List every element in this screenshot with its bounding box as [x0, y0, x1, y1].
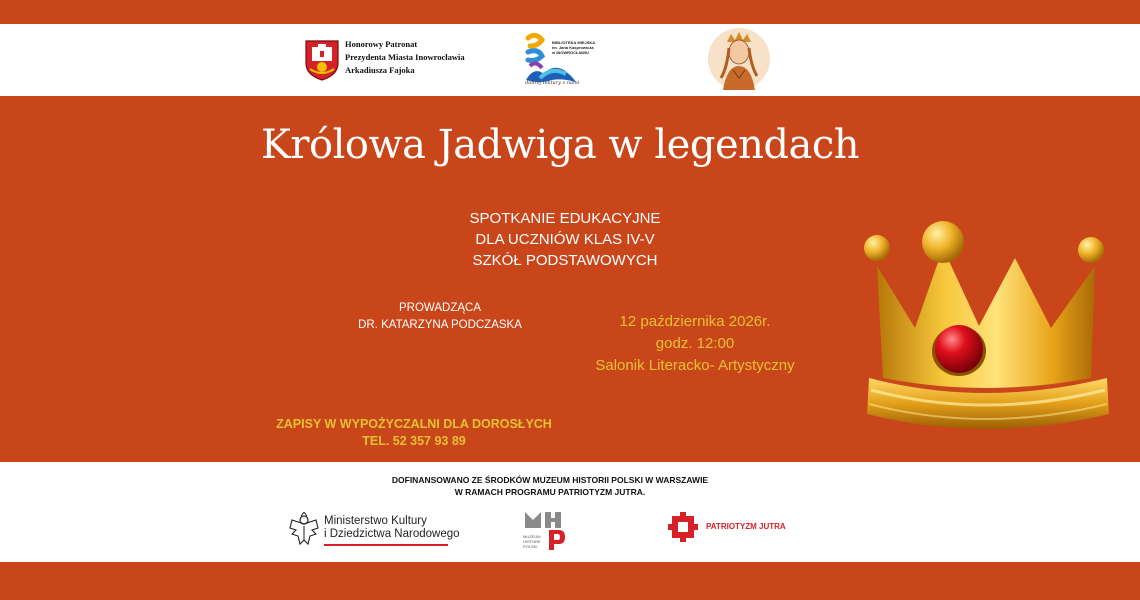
inowroclaw-coat-of-arms-icon — [304, 39, 340, 81]
funding-line-2: W RAMACH PROGRAMU PATRIOTYZM JUTRA. — [454, 487, 646, 497]
polish-eagle-icon — [288, 512, 320, 548]
ministry-name — [324, 515, 460, 541]
patron-text — [345, 38, 465, 77]
library-name-line-2: im. Jana Kasprowicza — [552, 45, 594, 50]
mhp-line-2: HISTORII — [523, 539, 541, 544]
event-title: Królowa Jadwiga w legendach — [260, 122, 860, 168]
library-script: dobrej lektury z nami — [525, 80, 580, 86]
mhp-text — [523, 534, 541, 549]
top-band — [0, 0, 1140, 24]
signup-info — [254, 416, 574, 450]
subtitle-line-1: SPOTKANIE EDUKACYJNE — [469, 210, 661, 227]
mhp-line-3: POLSKI — [523, 544, 538, 549]
ministry-underline — [324, 544, 448, 546]
golden-crown-icon — [855, 218, 1127, 448]
library-name — [552, 40, 598, 55]
funding-line-1: DOFINANSOWANO ZE ŚRODKÓW MUZEUM HISTORII POLSKI W WARSZAWIE — [391, 475, 709, 485]
queen-jadwiga-logo-icon — [707, 26, 771, 92]
library-name-line-1: BIBLIOTEKA MIEJSKA — [552, 40, 596, 45]
patron-line-2: Prezydenta Miasta Inowrocławia — [345, 52, 465, 62]
patriotyzm-jutra-label: PATRIOTYZM JUTRA — [706, 522, 786, 531]
event-subtitle — [430, 208, 700, 271]
subtitle-line-2: DLA UCZNIÓW KLAS IV-V — [475, 231, 655, 248]
signup-line: ZAPISY W WYPOŻYCZALNI DLA DOROSŁYCH — [276, 417, 552, 431]
patriotyzm-jutra-logo-icon — [668, 512, 698, 542]
patron-line-1: Honorowy Patronat — [345, 39, 418, 49]
event-details — [560, 311, 830, 377]
phone-line: TEL. 52 357 93 89 — [362, 434, 466, 448]
patron-line-3: Arkadiusza Fajoka — [345, 65, 415, 75]
library-name-line-3: w INOWROCŁAWIU — [552, 50, 589, 55]
host-name: DR. KATARZYNA PODCZASKA — [358, 319, 522, 331]
funding-info — [340, 474, 760, 498]
host-label: PROWADZĄCA — [399, 302, 481, 314]
ministry-line-1: Ministerstwo Kultury — [324, 515, 427, 527]
ministry-line-2: i Dziedzictwa Narodowego — [324, 528, 460, 540]
bottom-band — [0, 562, 1140, 600]
event-date: 12 października 2026r. — [619, 313, 771, 330]
host-info — [320, 300, 560, 334]
event-time: godz. 12:00 — [655, 335, 735, 352]
subtitle-line-3: SZKÓŁ PODSTAWOWYCH — [472, 252, 658, 269]
sponsor-bar — [0, 24, 1140, 96]
mhp-line-1: MUZEUM — [523, 534, 541, 539]
event-place: Salonik Literacko- Artystyczny — [595, 357, 795, 374]
